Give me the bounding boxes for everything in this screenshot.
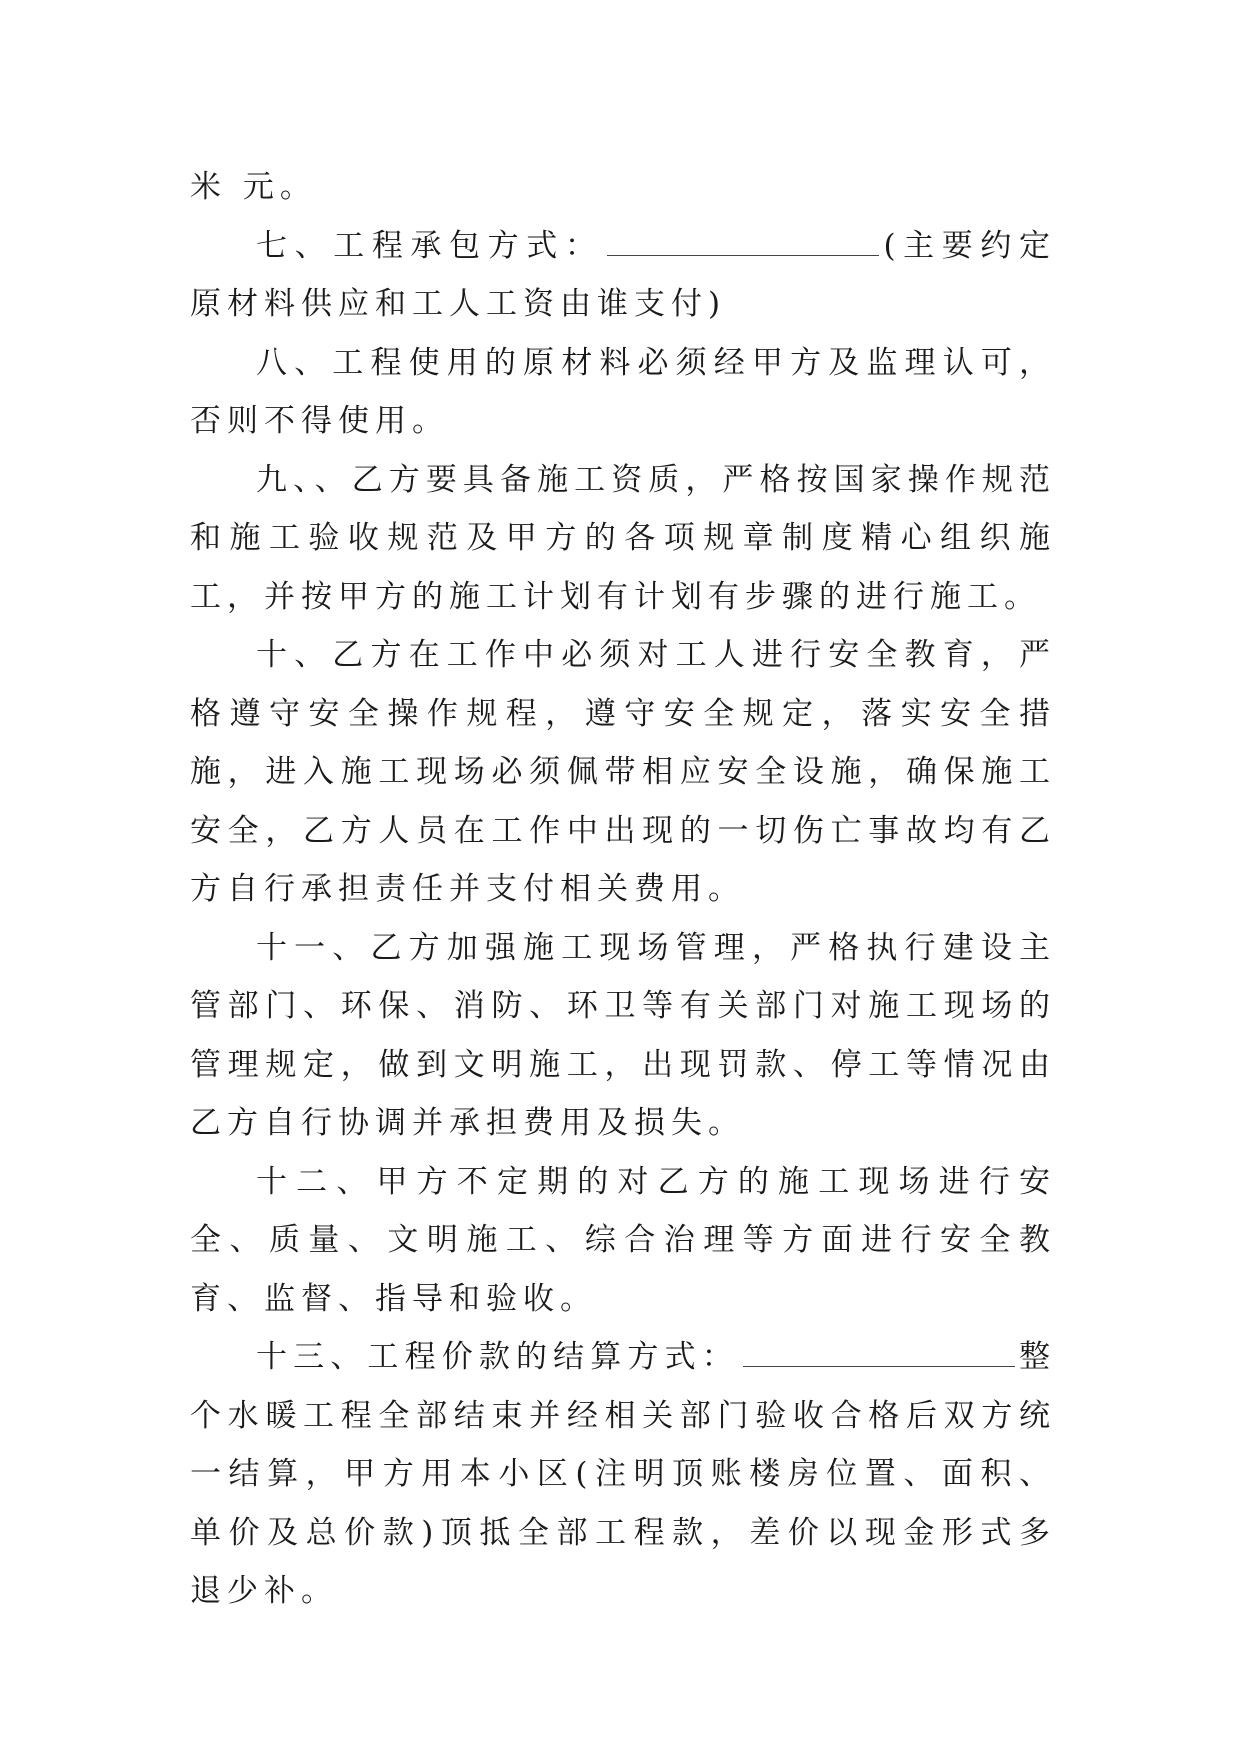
clause-7-note: (主要约定原材料供应和工人工资由谁支付) <box>190 227 1056 322</box>
clause-13-heading: 十三、工程价款的结算方式： <box>256 1339 739 1375</box>
clause-9 <box>190 451 1056 627</box>
clause-11 <box>190 919 1056 1153</box>
clause-13-text: 整个水暖工程全部结束并经相关部门验收合格后双方统一结算，甲方用本小区(注明顶账楼房位置、面积、单价及总价款)顶抵全部工程款，差价以现金形式多退少补。 <box>190 1339 1057 1609</box>
fill-in-blank-contract-method <box>607 229 879 256</box>
clause-11-text: 十一、乙方加强施工现场管理，严格执行建设主管部门、环保、消防、环卫等有关部门对施工现场的管理规定，做到文明施工，出现罚款、停工等情况由乙方自行协调并承担费用及损失。 <box>190 929 1056 1141</box>
clause-10-text: 十、乙方在工作中必须对工人进行安全教育，严格遵守安全操作规程，遵守安全规定，落实安全措施，进入施工现场必须佩带相应安全设施，确保施工安全，乙方人员在工作中出现的一切伤亡事故均有乙方自行承担责任并支付相关费用。 <box>190 637 1056 907</box>
clause-8 <box>190 334 1056 451</box>
clause-7-heading: 七、工程承包方式： <box>256 227 604 264</box>
paragraph-text: 米 元。 <box>190 169 317 205</box>
clause-12-text: 十二、甲方不定期的对乙方的施工现场进行安全、质量、文明施工、综合治理等方面进行安全教育、监督、指导和验收。 <box>190 1163 1056 1317</box>
fill-in-blank-settlement-method <box>743 1340 1015 1367</box>
clause-10 <box>190 626 1056 919</box>
clause-8-text: 八、工程使用的原材料必须经甲方及监理认可，否则不得使用。 <box>190 344 1056 439</box>
document-body <box>190 158 1056 1621</box>
paragraph-continuation <box>190 158 1056 217</box>
clause-9-text: 九、、乙方要具备施工资质，严格按国家操作规范和施工验收规范及甲方的各项规章制度精心组织施工，并按甲方的施工计划有计划有步骤的进行施工。 <box>190 461 1056 615</box>
clause-13 <box>190 1328 1056 1621</box>
clause-7 <box>190 217 1056 334</box>
clause-12 <box>190 1153 1056 1329</box>
